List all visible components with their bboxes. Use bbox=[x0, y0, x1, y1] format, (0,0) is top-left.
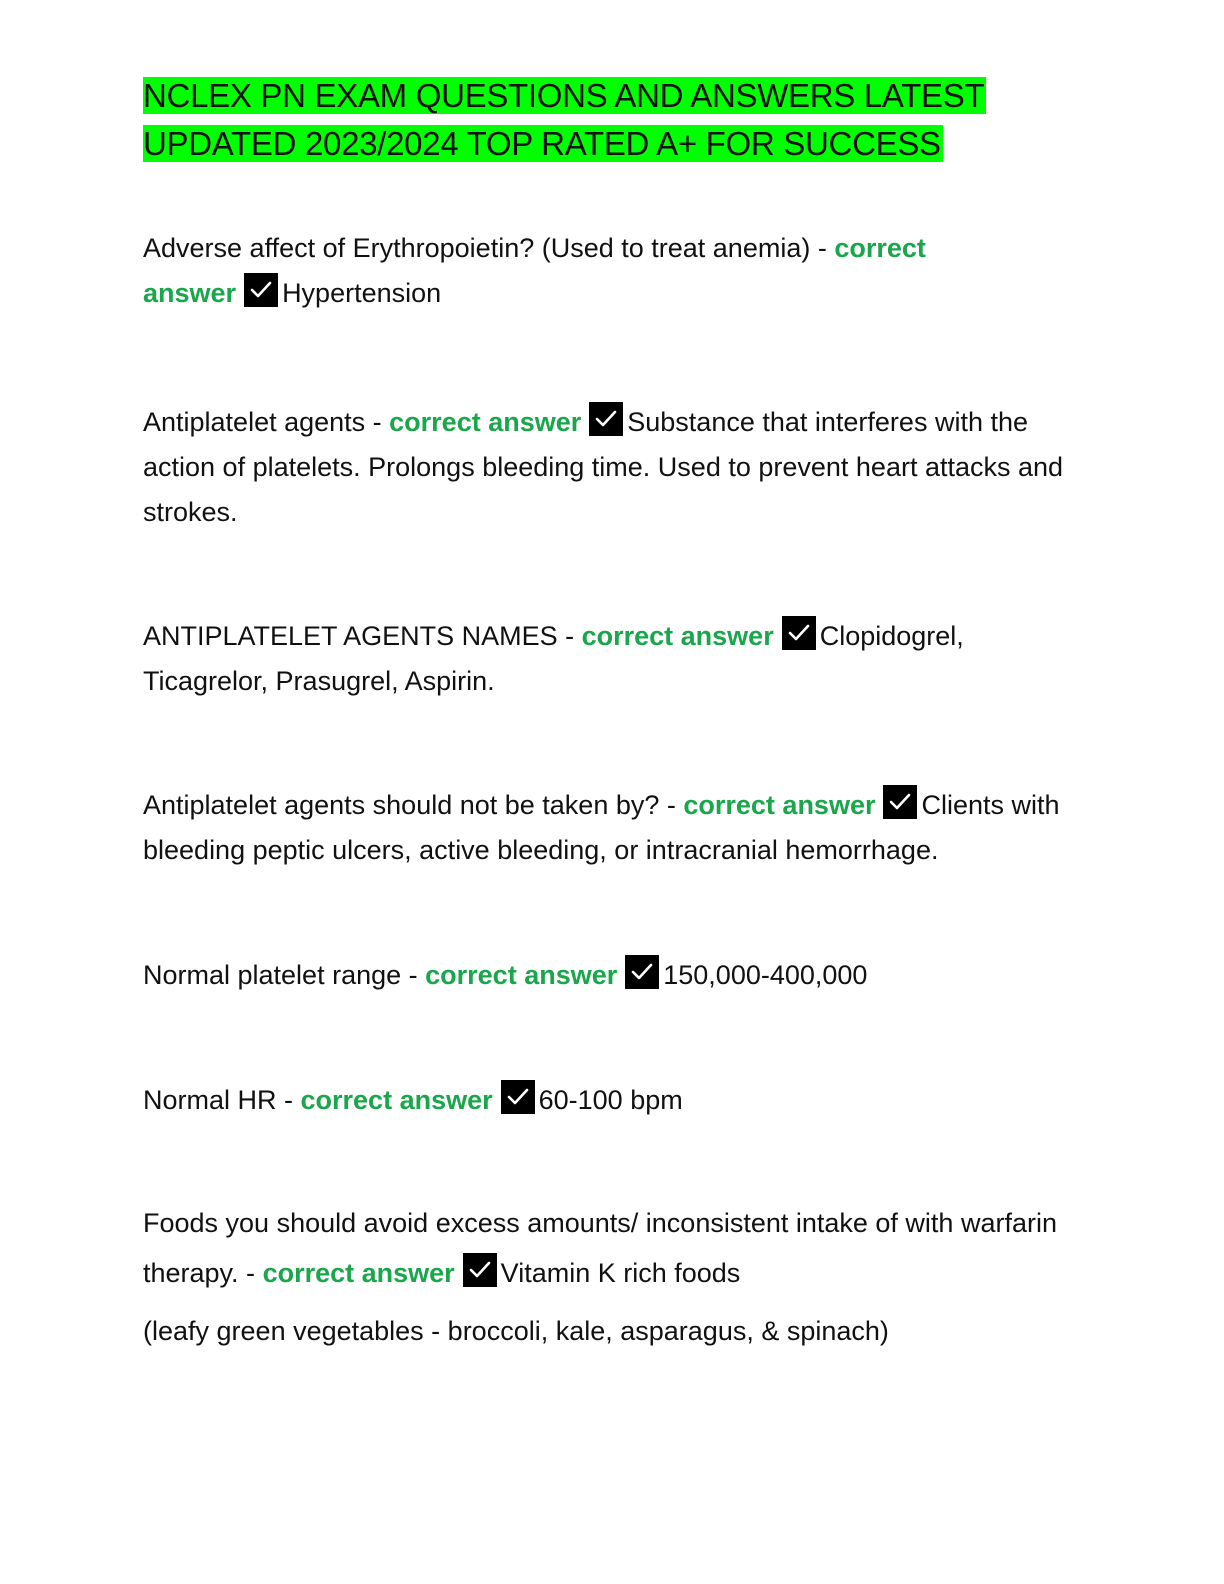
answer-text: 60-100 bpm bbox=[538, 1085, 683, 1115]
answer-text: Hypertension bbox=[282, 278, 442, 308]
document-title bbox=[143, 72, 1003, 168]
check-mark-icon bbox=[782, 616, 816, 650]
title-line-2: UPDATED 2023/2024 TOP RATED A+ FOR SUCCESS bbox=[143, 125, 941, 162]
check-mark-icon bbox=[589, 402, 623, 436]
correct-answer-label: correct bbox=[834, 233, 926, 263]
qa-item-1 bbox=[143, 226, 1083, 316]
answer-text: 150,000-400,000 bbox=[663, 960, 868, 990]
correct-answer-label: correct answer bbox=[425, 960, 618, 990]
correct-answer-label: correct answer bbox=[389, 407, 582, 437]
check-mark-icon bbox=[883, 785, 917, 819]
correct-answer-label-cont: answer bbox=[143, 278, 237, 308]
qa-item-4 bbox=[143, 783, 1083, 873]
check-mark-icon bbox=[501, 1080, 535, 1114]
question-text: Normal HR - bbox=[143, 1085, 301, 1115]
correct-answer-label: correct answer bbox=[262, 1258, 455, 1288]
qa-item-7 bbox=[143, 1198, 1083, 1298]
title-line-1: NCLEX PN EXAM QUESTIONS AND ANSWERS LATEST bbox=[143, 77, 985, 114]
answer-text: Vitamin K rich foods bbox=[500, 1258, 741, 1288]
check-mark-icon bbox=[625, 955, 659, 989]
answer-text: Clopidogrel, Ticagrelor, Prasugrel, Aspirin. bbox=[143, 621, 964, 696]
correct-answer-label: correct answer bbox=[581, 621, 774, 651]
qa-item-5 bbox=[143, 953, 1083, 998]
qa-item-3 bbox=[143, 614, 1083, 704]
answer-text: Substance that interferes with the action of platelets. Prolongs bleeding time. Used to prevent heart attacks and strokes. bbox=[143, 407, 1064, 527]
correct-answer-label: correct answer bbox=[300, 1085, 493, 1115]
question-text: ANTIPLATELET AGENTS NAMES - bbox=[143, 621, 582, 651]
answer-note: (leafy green vegetables - broccoli, kale, asparagus, & spinach) bbox=[143, 1316, 889, 1346]
question-text: Antiplatelet agents should not be taken by? - bbox=[143, 790, 684, 820]
question-text: Antiplatelet agents - bbox=[143, 407, 390, 437]
qa-item-2 bbox=[143, 400, 1083, 535]
question-text: Adverse affect of Erythropoietin? (Used to treat anemia) - bbox=[143, 233, 835, 263]
correct-answer-label: correct answer bbox=[683, 790, 876, 820]
answer-text: Clients with bleeding peptic ulcers, active bleeding, or intracranial hemorrhage. bbox=[143, 790, 1060, 865]
question-text: Normal platelet range - bbox=[143, 960, 426, 990]
check-mark-icon bbox=[244, 273, 278, 307]
qa-item-6 bbox=[143, 1078, 1083, 1123]
check-mark-icon bbox=[463, 1253, 497, 1287]
question-text: Foods you should avoid excess amounts/ inconsistent intake of with warfarin therapy. - bbox=[143, 1208, 1057, 1288]
